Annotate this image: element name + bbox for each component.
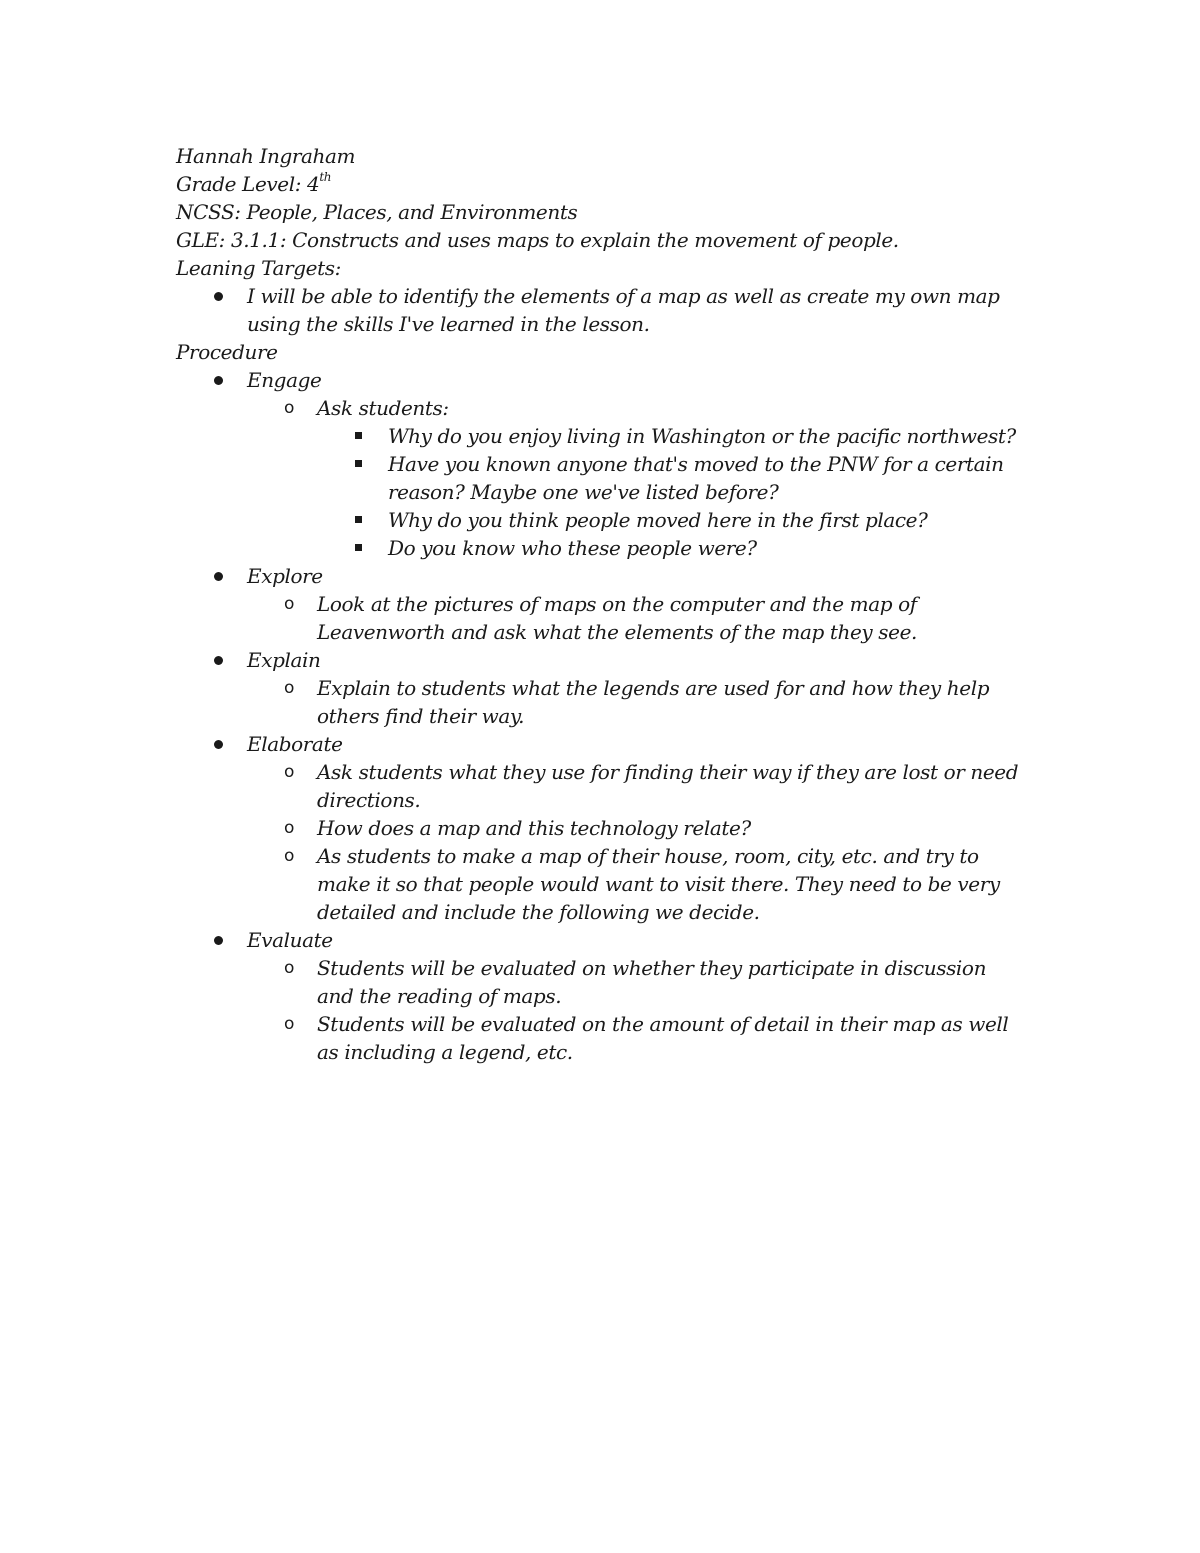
bullet-square-icon (355, 432, 362, 439)
elaborate-section (176, 730, 1036, 758)
learning-target-item (176, 282, 1036, 338)
bullet-dot-icon (214, 572, 223, 581)
elaborate-item-text: How does a map and this technology relate? (317, 816, 751, 840)
bullet-square-icon (355, 516, 362, 523)
explain-item-text: Explain to students what the legends are used for and how they help others find their way. (317, 676, 990, 728)
procedure-heading: Procedure (176, 340, 278, 364)
explore-label: Explore (247, 564, 323, 588)
gle-standard: GLE: 3.1.1: Constructs and uses maps to explain the movement of people. (176, 228, 899, 252)
engage-question-text: Have you known anyone that's moved to the PNW for a certain reason? Maybe one we've listed before? (388, 452, 1004, 504)
engage-question-item (176, 450, 1036, 506)
elaborate-item (176, 842, 1036, 926)
engage-question-text: Why do you enjoy living in Washington or the pacific northwest? (388, 424, 1016, 448)
engage-question-item (176, 534, 1036, 562)
bullet-circle-icon: o (284, 678, 295, 698)
explore-item-text: Look at the pictures of maps on the computer and the map of Leavenworth and ask what the elements of the map they see. (317, 592, 917, 644)
explore-item (176, 590, 1036, 646)
elaborate-item-text: As students to make a map of their house, room, city, etc. and try to make it so that people would want to visit there. They need to be very detailed and include the following we decide. (317, 844, 1000, 924)
engage-question-text: Why do you think people moved here in the first place? (388, 508, 928, 532)
explain-section (176, 646, 1036, 674)
grade-level-ordinal: th (319, 170, 332, 185)
author-name: Hannah Ingraham (176, 144, 356, 168)
bullet-circle-icon: o (284, 762, 295, 782)
explore-section (176, 562, 1036, 590)
engage-question-text: Do you know who these people were? (388, 536, 757, 560)
evaluate-item-text: Students will be evaluated on whether they participate in discussion and the reading of maps. (317, 956, 987, 1008)
explain-label: Explain (247, 648, 321, 672)
bullet-square-icon (355, 544, 362, 551)
evaluate-label: Evaluate (247, 928, 333, 952)
bullet-dot-icon (214, 292, 223, 301)
ncss-standard: NCSS: People, Places, and Environments (176, 200, 578, 224)
engage-ask-item (176, 394, 1036, 422)
learning-target-text: I will be able to identify the elements of a map as well as create my own map using the skills I've learned in the lesson. (247, 284, 1000, 336)
evaluate-section (176, 926, 1036, 954)
elaborate-label: Elaborate (247, 732, 343, 756)
bullet-dot-icon (214, 656, 223, 665)
engage-question-item (176, 422, 1036, 450)
evaluate-item-text: Students will be evaluated on the amount of detail in their map as well as including a legend, etc. (317, 1012, 1009, 1064)
bullet-circle-icon: o (284, 1014, 295, 1034)
elaborate-item (176, 814, 1036, 842)
learning-targets-heading: Leaning Targets: (176, 256, 341, 280)
explain-item (176, 674, 1036, 730)
evaluate-item (176, 1010, 1036, 1066)
engage-ask-text: Ask students: (317, 396, 449, 420)
bullet-square-icon (355, 460, 362, 467)
bullet-circle-icon: o (284, 958, 295, 978)
grade-level (176, 170, 1036, 198)
elaborate-item-text: Ask students what they use for finding their way if they are lost or need directions. (317, 760, 1019, 812)
bullet-dot-icon (214, 376, 223, 385)
lesson-plan-body (176, 142, 1036, 1066)
bullet-circle-icon: o (284, 818, 295, 838)
bullet-circle-icon: o (284, 594, 295, 614)
bullet-circle-icon: o (284, 846, 295, 866)
engage-question-item (176, 506, 1036, 534)
bullet-dot-icon (214, 936, 223, 945)
engage-section (176, 366, 1036, 394)
grade-level-text: Grade Level: 4 (176, 172, 320, 196)
engage-label: Engage (247, 368, 322, 392)
evaluate-item (176, 954, 1036, 1010)
elaborate-item (176, 758, 1036, 814)
bullet-dot-icon (214, 740, 223, 749)
bullet-circle-icon: o (284, 398, 295, 418)
